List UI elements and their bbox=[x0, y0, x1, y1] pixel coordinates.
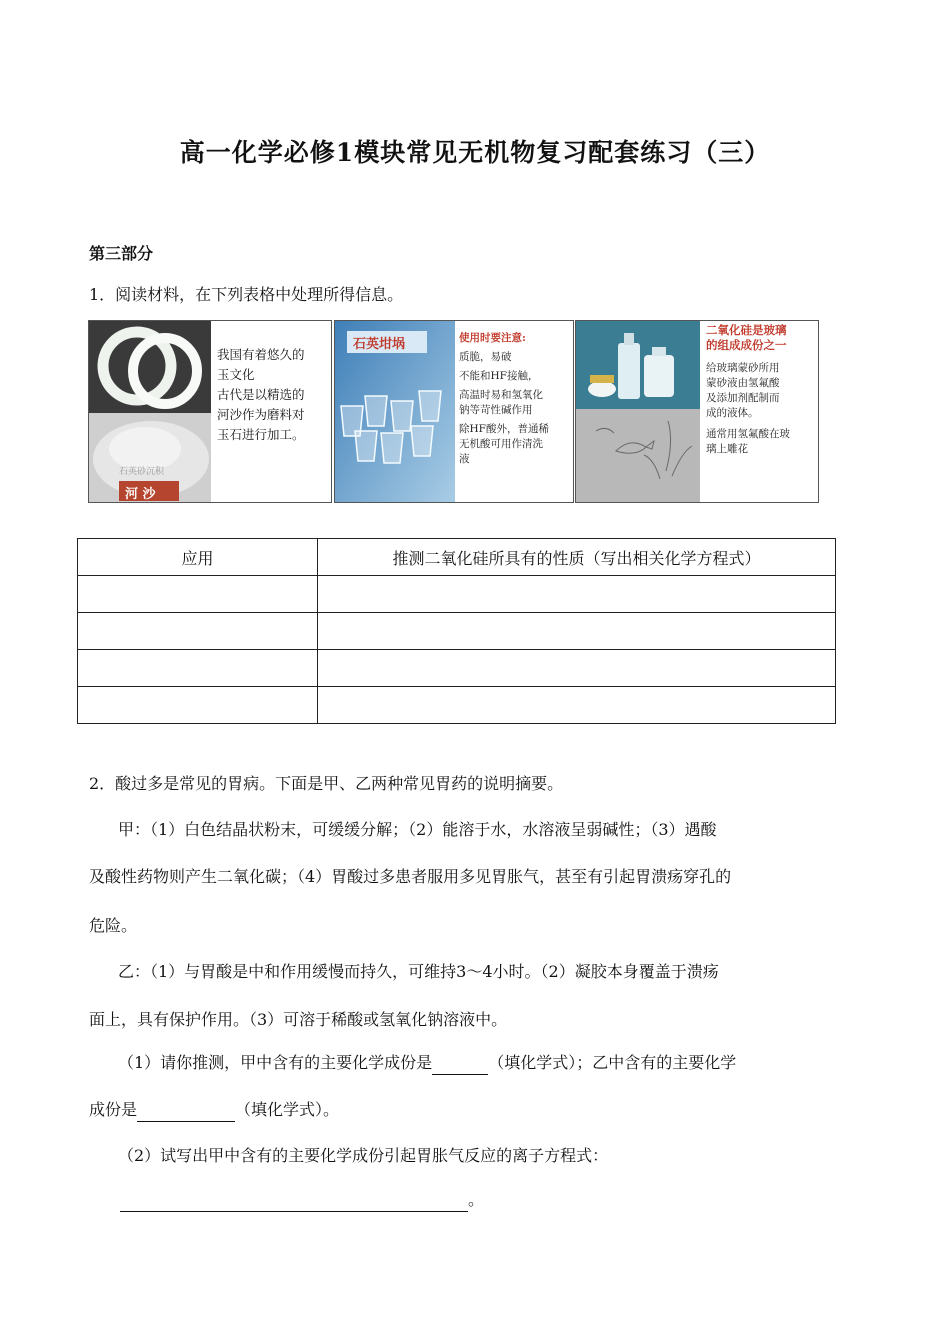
column-header-properties: 推测二氧化硅所具有的性质（写出相关化学方程式） bbox=[318, 539, 836, 576]
river-sand-label: 河 沙 bbox=[125, 487, 156, 502]
subquestion-2: （2）试写出甲中含有的主要化学成份引起胃胀气反应的离子方程式： bbox=[118, 1146, 609, 1165]
column-header-application: 应用 bbox=[78, 539, 318, 576]
subquestion-1-line-2: 成份是 （填化学式）。 bbox=[89, 1099, 864, 1122]
answer-cell[interactable] bbox=[78, 576, 318, 613]
drug-a-line-3: 危险。 bbox=[89, 916, 138, 935]
question-2-stem: 2．酸过多是常见的胃病。下面是甲、乙两种常见胃药的说明摘要。 bbox=[89, 774, 564, 793]
drug-a-line-1: 甲：（1）白色结晶状粉末，可缓缓分解；（2）能溶于水，水溶液呈弱碱性；（3）遇酸 bbox=[118, 820, 717, 839]
jade-culture-text: 我国有着悠久的 玉文化 古代是以精选的 河沙作为磨料对 玉石进行加工。 bbox=[217, 347, 305, 442]
table-row bbox=[78, 650, 836, 687]
answer-cell[interactable] bbox=[318, 687, 836, 724]
photo-watermark: 石英砂沉积 bbox=[119, 467, 165, 477]
answer-blank-a[interactable] bbox=[432, 1052, 488, 1075]
glass-notes: 二氧化硅是玻璃 的组成成份之一 给玻璃蒙砂所用 蒙砂液由氢氟酸 及添加剂配制而 成的液体。 通常用氢氟酸在玻 璃上雕花 bbox=[706, 323, 790, 455]
answer-blank-c[interactable] bbox=[120, 1189, 468, 1212]
drug-a-line-2: 及酸性药物则产生二氧化碳；（4）胃酸过多患者服用多见胃胀气，甚至有引起胃溃疡穿孔的 bbox=[89, 867, 732, 886]
frosted-glass-photo bbox=[576, 321, 700, 503]
drug-b-line-2: 面上，具有保护作用。（3）可溶于稀酸或氢氧化钠溶液中。 bbox=[89, 1010, 508, 1029]
answer-cell[interactable] bbox=[78, 613, 318, 650]
glass-panel bbox=[575, 320, 819, 503]
table-row bbox=[78, 687, 836, 724]
answer-cell[interactable] bbox=[318, 613, 836, 650]
crucible-notes: 使用时要注意: 质脆，易破 不能和HF接触， 高温时易和氢氧化 钠等苛性碱作用 除HF酸外，普通稀 无机酸可用作清洗 液 bbox=[459, 332, 549, 465]
table-row bbox=[78, 613, 836, 650]
answer-cell[interactable] bbox=[78, 687, 318, 724]
subquestion-2-answer-line: 。 bbox=[120, 1189, 895, 1212]
answer-cell[interactable] bbox=[78, 650, 318, 687]
table-row bbox=[78, 576, 836, 613]
question-1-stem: 1．阅读材料，在下列表格中处理所得信息。 bbox=[89, 285, 404, 304]
subquestion-1-line-1: （1）请你推测，甲中含有的主要化学成份是 （填化学式）；乙中含有的主要化学 bbox=[118, 1052, 864, 1075]
answer-blank-b[interactable] bbox=[137, 1099, 235, 1122]
crucible-label: 石英坩埚 bbox=[353, 337, 406, 352]
table-header-row bbox=[78, 539, 836, 576]
jade-sand-panel bbox=[88, 320, 332, 503]
section-heading: 第三部分 bbox=[89, 244, 154, 263]
drug-b-line-1: 乙：（1）与胃酸是中和作用缓慢而持久，可维持3～4小时。（2）凝胶本身覆盖于溃疡 bbox=[118, 962, 719, 981]
quartz-crucible-panel bbox=[334, 320, 574, 503]
silica-properties-table bbox=[77, 538, 836, 724]
page-title: 高一化学必修1模块常见无机物复习配套练习（三） bbox=[179, 138, 771, 167]
answer-cell[interactable] bbox=[318, 576, 836, 613]
answer-cell[interactable] bbox=[318, 650, 836, 687]
